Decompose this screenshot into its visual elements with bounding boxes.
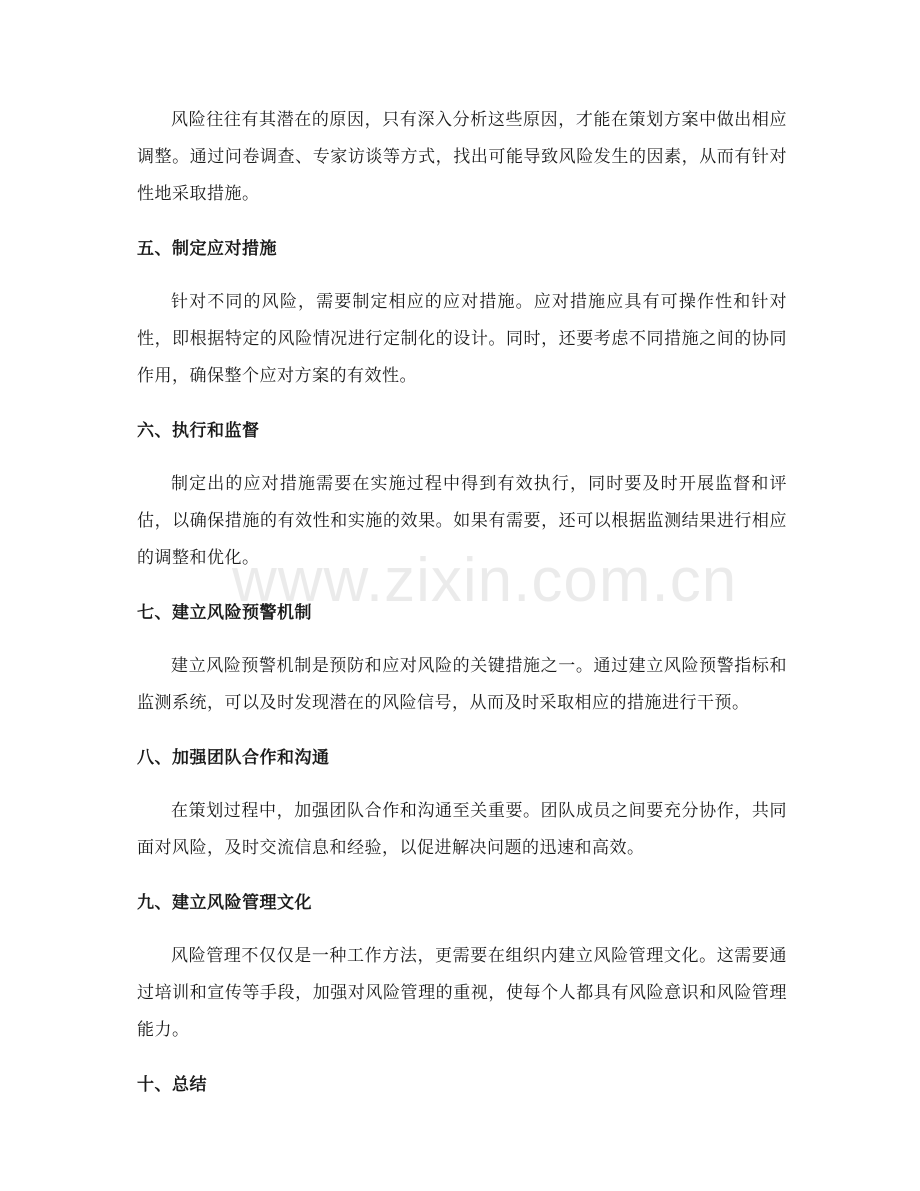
intro-paragraph: 风险往往有其潜在的原因，只有深入分析这些原因，才能在策划方案中做出相应调整。通过问卷调查、专家访谈等方式，找出可能导致风险发生的因素，从而有针对性地采取措施。 [137, 110, 787, 204]
section-heading-6: 六、执行和监督 [137, 421, 260, 441]
section-heading-8: 八、加强团队合作和沟通 [137, 748, 330, 768]
document-body [137, 102, 787, 1120]
section-heading-10: 十、总结 [137, 1075, 207, 1095]
section-body-5: 针对不同的风险，需要制定相应的应对措施。应对措施应具有可操作性和针对性，即根据特定的风险情况进行定制化的设计。同时，还要考虑不同措施之间的协同作用，确保整个应对方案的有效性。 [137, 292, 787, 386]
section-body-7: 建立风险预警机制是预防和应对风险的关键措施之一。通过建立风险预警指标和监测系统，可以及时发现潜在的风险信号，从而及时采取相应的措施进行干预。 [137, 656, 787, 713]
section-body-8: 在策划过程中，加强团队合作和沟通至关重要。团队成员之间要充分协作，共同面对风险，及时交流信息和经验，以促进解决问题的迅速和高效。 [137, 801, 787, 858]
section-heading-9: 九、建立风险管理文化 [137, 893, 312, 913]
section-heading-5: 五、制定应对措施 [137, 239, 277, 259]
section-body-6: 制定出的应对措施需要在实施过程中得到有效执行，同时要及时开展监督和评估，以确保措施的有效性和实施的效果。如果有需要，还可以根据监测结果进行相应的调整和优化。 [137, 474, 787, 568]
watermark-text: www.zixin.com.cn [232, 546, 738, 615]
section-body-9: 风险管理不仅仅是一种工作方法，更需要在组织内建立风险管理文化。这需要通过培训和宣传等手段，加强对风险管理的重视，使每个人都具有风险意识和风险管理能力。 [137, 946, 787, 1040]
section-heading-7: 七、建立风险预警机制 [137, 603, 312, 623]
